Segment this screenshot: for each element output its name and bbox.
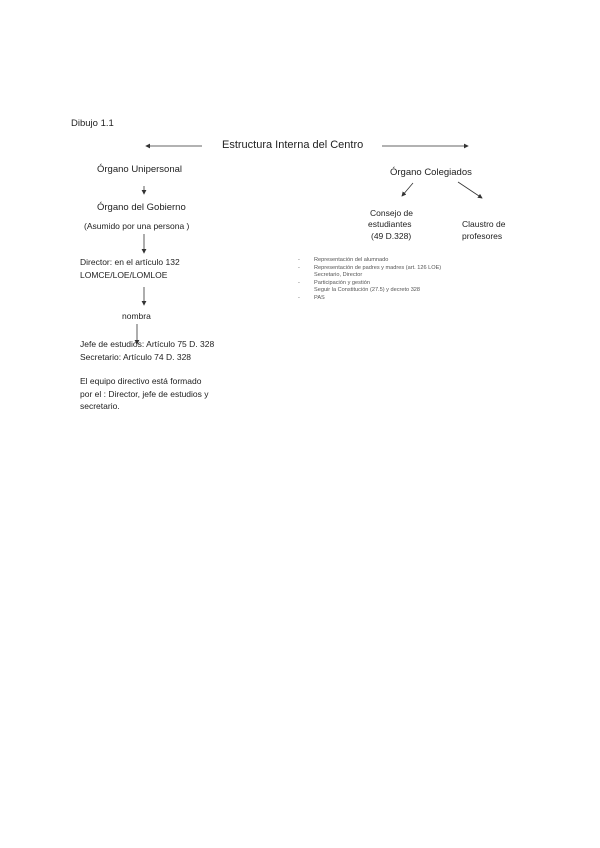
list-item: - Participación y gestión xyxy=(298,279,370,286)
director-line2: LOMCE/LOE/LOMLOE xyxy=(80,270,168,280)
equipo-line3: secretario. xyxy=(80,401,120,411)
equipo-line2: por el : Director, jefe de estudios y xyxy=(80,389,209,399)
consejo-line3: (49 D.328) xyxy=(371,231,412,241)
main-title: Estructura Interna del Centro xyxy=(222,139,364,151)
arrow-colegiados-consejo xyxy=(402,183,413,196)
list-item: Secretario, Director xyxy=(314,272,363,279)
list-item: - Representación de padres y madres (art. 126 LOE) xyxy=(298,264,442,271)
list-item: - Representación del alumnado xyxy=(298,257,389,263)
gobierno-note: (Asumido por una persona ) xyxy=(84,221,190,231)
claustro-line2: profesores xyxy=(462,231,503,241)
organo-unipersonal: Órgano Unipersonal xyxy=(97,164,183,175)
organo-colegiados: Órgano Colegiados xyxy=(390,167,472,178)
list-item: Seguir la Constitución (27.5) y decreto 328 xyxy=(314,287,421,294)
claustro-line1: Claustro de xyxy=(462,219,506,229)
list-item: - PAS xyxy=(298,294,325,301)
secretario: Secretario: Artículo 74 D. 328 xyxy=(80,352,192,362)
drawing-label: Dibujo 1.1 xyxy=(71,118,114,129)
consejo-functions-list xyxy=(298,257,441,303)
organo-gobierno: Órgano del Gobierno xyxy=(97,202,186,213)
arrow-colegiados-claustro xyxy=(458,182,482,198)
jefe-estudios: Jefe de estudios: Artículo 75 D. 328 xyxy=(80,339,215,349)
nombra-label: nombra xyxy=(122,311,151,321)
equipo-line1: El equipo directivo está formado xyxy=(80,376,202,386)
consejo-line1: Consejo de xyxy=(370,208,414,218)
director-line1: Director: en el artículo 132 xyxy=(80,257,180,267)
consejo-line2: estudiantes xyxy=(368,219,412,229)
